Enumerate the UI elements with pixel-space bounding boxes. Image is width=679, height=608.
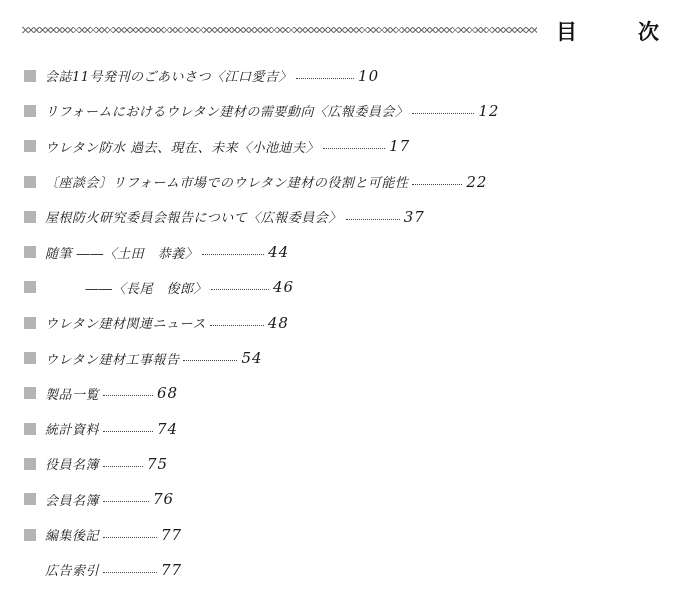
toc-entry[interactable] xyxy=(24,482,634,517)
square-bullet-icon xyxy=(24,70,36,82)
dot-leader xyxy=(103,465,143,467)
square-bullet-icon xyxy=(24,281,36,293)
header xyxy=(0,14,679,48)
square-bullet-icon xyxy=(24,246,36,258)
square-bullet-icon xyxy=(24,387,36,399)
toc-entry[interactable] xyxy=(24,305,634,340)
square-bullet-icon xyxy=(24,458,36,470)
toc-page-number: 68 xyxy=(157,384,179,403)
toc-entry[interactable] xyxy=(24,234,634,269)
toc-page-number: 75 xyxy=(147,454,169,473)
toc-page-number: 17 xyxy=(389,137,411,156)
toc-entry[interactable] xyxy=(24,164,634,199)
dot-leader xyxy=(103,430,153,432)
table-of-contents xyxy=(24,58,634,587)
toc-entry[interactable] xyxy=(24,376,634,411)
toc-entry-title: 屋根防火研究委員会報告について〈広報委員会〉 xyxy=(45,211,342,227)
toc-page-number: 76 xyxy=(153,490,175,509)
square-bullet-icon xyxy=(24,317,36,329)
toc-page-number: 54 xyxy=(241,349,263,368)
toc-entry-title: 広告索引 xyxy=(45,564,100,580)
square-bullet-icon xyxy=(24,493,36,505)
toc-entry[interactable] xyxy=(24,270,634,305)
dot-leader xyxy=(412,183,462,185)
dot-leader xyxy=(183,359,237,361)
toc-entry-title: 役員名簿 xyxy=(45,458,100,474)
toc-entry[interactable] xyxy=(24,129,634,164)
square-bullet-icon xyxy=(24,176,36,188)
toc-entry-title: 統計資料 xyxy=(45,423,100,439)
dot-leader xyxy=(323,147,385,149)
dot-leader xyxy=(103,500,149,502)
dot-leader xyxy=(103,536,157,538)
toc-page-number: 46 xyxy=(273,278,295,297)
square-bullet-icon xyxy=(24,529,36,541)
toc-entry[interactable] xyxy=(24,552,634,587)
toc-entry-title: ウレタン建材関連ニュース xyxy=(45,317,206,333)
toc-page-number: 74 xyxy=(157,419,179,438)
toc-entry[interactable] xyxy=(24,517,634,552)
toc-page-number: 22 xyxy=(466,172,488,191)
dot-leader xyxy=(296,77,354,79)
square-bullet-icon xyxy=(24,211,36,223)
toc-entry-title: 会誌11号発刊のごあいさつ〈江口愛吉〉 xyxy=(45,70,293,86)
toc-entry[interactable] xyxy=(24,411,634,446)
square-bullet-icon xyxy=(24,564,36,576)
dot-leader xyxy=(211,288,269,290)
dot-leader xyxy=(412,112,474,114)
toc-entry-title: 編集後記 xyxy=(45,529,100,544)
square-bullet-icon xyxy=(24,105,36,117)
toc-entry-title: ウレタン建材工事報告 xyxy=(45,352,180,368)
square-bullet-icon xyxy=(24,352,36,364)
toc-entry-title: 製品一覧 xyxy=(45,387,100,403)
toc-page-number: 48 xyxy=(267,313,289,332)
dot-leader xyxy=(346,218,400,220)
toc-entry-title: 随筆 ――〈土田 恭義〉 xyxy=(45,246,199,262)
toc-page-number: 12 xyxy=(478,101,500,120)
toc-entry[interactable] xyxy=(24,340,634,375)
page-title: 目 次 xyxy=(556,20,679,44)
toc-page-number: 37 xyxy=(403,207,425,226)
toc-entry-title: 会員名簿 xyxy=(45,493,100,509)
toc-entry[interactable] xyxy=(24,446,634,481)
square-bullet-icon xyxy=(24,140,36,152)
toc-page-number: 44 xyxy=(268,243,290,262)
dot-leader xyxy=(202,253,264,255)
toc-entry[interactable] xyxy=(24,93,634,128)
toc-page-number: 77 xyxy=(161,560,183,579)
toc-entry-title: リフォームにおけるウレタン建材の需要動向〈広報委員会〉 xyxy=(45,105,409,121)
toc-entry-title: ――〈長尾 俊郎〉 xyxy=(45,281,208,297)
toc-entry-title: ウレタン防水 過去、現在、未来〈小池迪夫〉 xyxy=(45,140,320,156)
dot-leader xyxy=(210,324,264,326)
toc-page-number: 10 xyxy=(358,66,380,85)
decorative-border-line xyxy=(22,27,537,33)
square-bullet-icon xyxy=(24,423,36,435)
dot-leader xyxy=(103,571,157,573)
toc-entry[interactable] xyxy=(24,58,634,93)
toc-entry[interactable] xyxy=(24,199,634,234)
toc-entry-title: 〔座談会〕リフォーム市場でのウレタン建材の役割と可能性 xyxy=(45,176,409,192)
dot-leader xyxy=(103,394,153,396)
toc-page-number: 77 xyxy=(161,525,183,544)
